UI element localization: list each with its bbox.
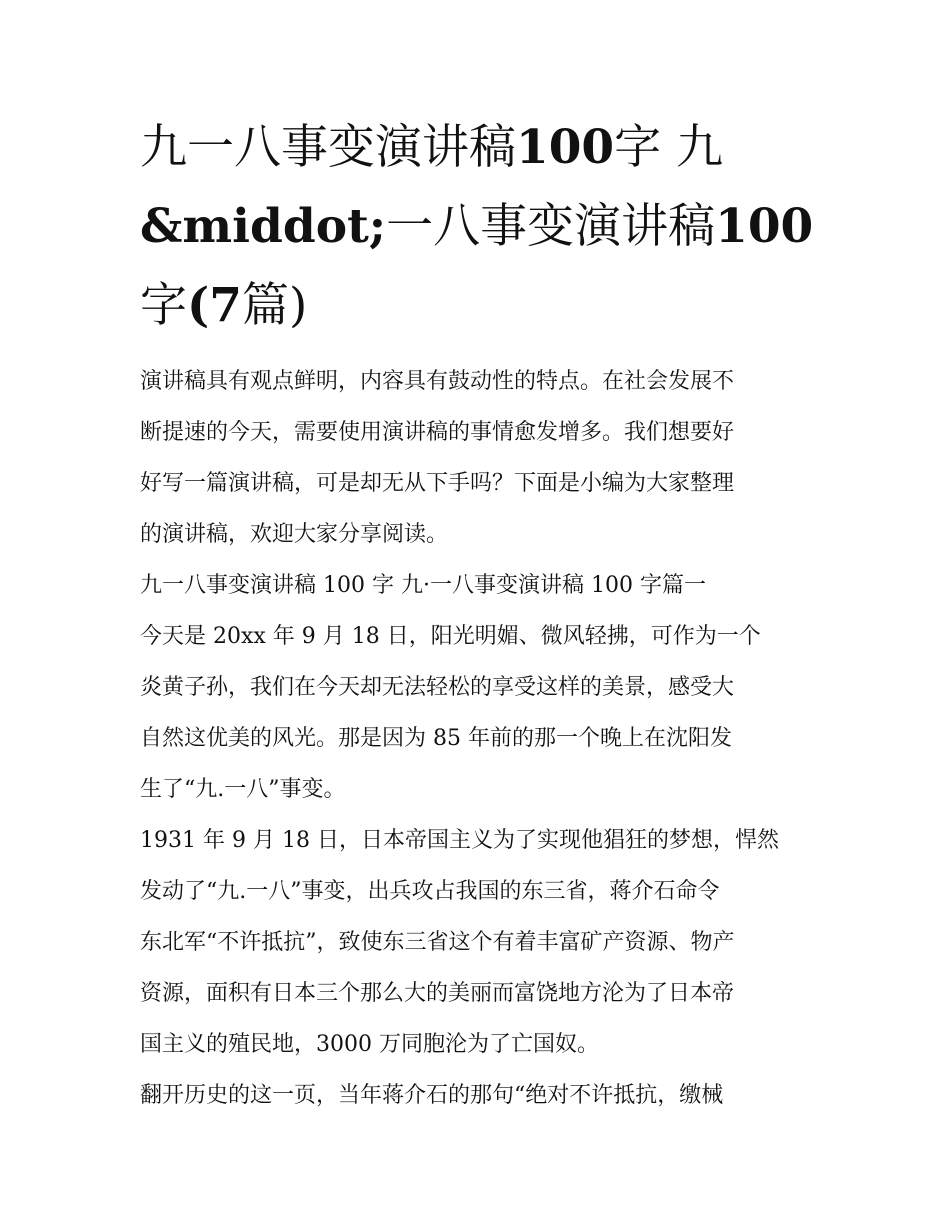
title-text: 篇) <box>241 278 308 333</box>
text-line: 发动了“九.一八”事变，出兵攻占我国的东三省，蒋介石命令 <box>140 879 720 904</box>
text-line: 今天是 20xx 年 9 月 18 日，阳光明媚、微风轻拂，可作为一个 <box>140 624 761 649</box>
text-line: 的演讲稿，欢迎大家分享阅读。 <box>140 522 449 547</box>
text-line: 1931 年 9 月 18 日，日本帝国主义为了实现他猖狂的梦想，悍然 <box>140 828 779 853</box>
paragraph <box>140 611 820 815</box>
paragraph <box>140 815 820 1070</box>
paragraph <box>140 1070 820 1121</box>
text-line: 生了“九.一八”事变。 <box>140 777 346 802</box>
document-body <box>140 356 820 1121</box>
text-line: 东北军“不许抵抗”，致使东三省这个有着丰富矿产资源、物产 <box>140 930 735 955</box>
text-line: 炎黄子孙，我们在今天却无法轻松的享受这样的美景，感受大 <box>140 675 735 700</box>
title-number: 100 <box>516 120 615 175</box>
text-line: 演讲稿具有观点鲜明，内容具有鼓动性的特点。在社会发展不 <box>140 369 735 394</box>
title-number: (7 <box>187 278 242 333</box>
text-line: 国主义的殖民地，3000 万同胞沦为了亡国奴。 <box>140 1032 599 1057</box>
paragraph-intro <box>140 356 820 560</box>
title-line <box>140 108 830 187</box>
document-title <box>140 108 830 345</box>
title-text: 字 九 <box>614 120 724 175</box>
title-line <box>140 187 830 266</box>
title-text: 九一八事变演讲稿 <box>140 120 516 175</box>
title-text: 一八事变演讲稿 <box>386 199 716 254</box>
text-line: 断提速的今天，需要使用演讲稿的事情愈发增多。我们想要好 <box>140 420 735 445</box>
title-entity-text: &middot; <box>140 199 387 254</box>
text-line: 资源，面积有日本三个那么大的美丽而富饶地方沦为了日本帝 <box>140 981 735 1006</box>
section-heading <box>140 560 820 611</box>
text-line: 自然这优美的风光。那是因为 85 年前的那一个晚上在沈阳发 <box>140 726 732 751</box>
title-text: 字 <box>140 278 187 333</box>
title-number: 100 <box>715 199 814 254</box>
text-line: 好写一篇演讲稿，可是却无从下手吗？下面是小编为大家整理 <box>140 471 735 496</box>
text-line: 翻开历史的这一页，当年蒋介石的那句“绝对不许抵抗，缴械 <box>140 1083 724 1108</box>
text-line: 九一八事变演讲稿 100 字 九·一八事变演讲稿 100 字篇一 <box>140 573 706 598</box>
title-line <box>140 266 830 345</box>
